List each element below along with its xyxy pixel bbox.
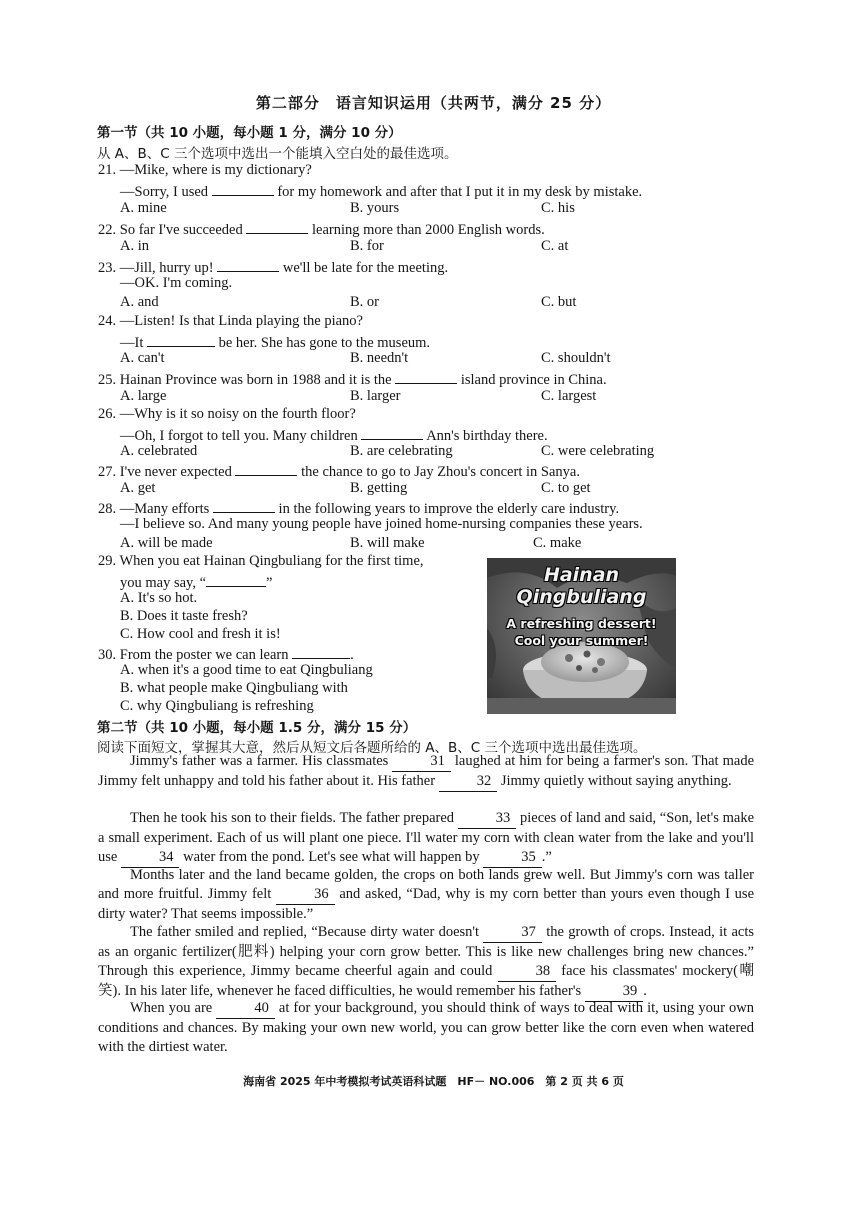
q24-text-a: —It — [120, 335, 144, 351]
q22-text-b: learning more than 2000 English words. — [311, 222, 545, 238]
p4-text-c: face his classmates' mockery(嘲笑). In his later life, whenever he faced difficulties, he would remember his father's — [98, 963, 755, 999]
q26-line2 — [120, 425, 548, 445]
q25-text-a: 25. Hainan Province was born in 1988 and it is the — [98, 372, 392, 388]
blank-35: 35 — [483, 848, 542, 868]
page-footer: 海南省 2025 年中考模拟考试英语科试题 HF－ NO.006 第 2 页 共 6 页 — [243, 1075, 624, 1088]
q30-stem — [98, 644, 354, 664]
q26-text-a: —Oh, I forgot to tell you. Many children — [120, 428, 358, 444]
poster-slogan-line1: A refreshing dessert! — [506, 616, 657, 631]
poster-slogan-line2: Cool your summer! — [514, 633, 649, 648]
q21-blank — [212, 181, 274, 196]
q24-option-c: C. shouldn't — [541, 350, 611, 366]
q21-text-a: —Sorry, I used — [120, 184, 209, 200]
q27-text-b: the chance to go to Jay Zhou's concert in Sanya. — [301, 464, 580, 480]
q27-option-a: A. get — [120, 480, 156, 496]
q27-blank — [235, 461, 297, 476]
q28-option-b: B. will make — [350, 535, 425, 551]
blank-38: 38 — [498, 962, 557, 982]
q27-text-a: 27. I've never expected — [98, 464, 232, 480]
p5-text-a: When you are — [130, 1000, 213, 1016]
q30-option-c: C. why Qingbuliang is refreshing — [120, 698, 314, 714]
p1-text-a: Jimmy's father was a farmer. His classmates — [130, 753, 389, 769]
p4-text-a: The father smiled and replied, “Because dirty water doesn't — [130, 924, 480, 940]
p4-text-b: the growth of crops. Instead, it acts as an organic fertilizer(肥料) helping your corn grow better. This is like new challenges bring new chances.” Through this experience, Jimmy became cheerful again and could — [98, 924, 755, 979]
q24-stem: 24. —Listen! Is that Linda playing the piano? — [98, 313, 363, 329]
q23-blank — [217, 257, 279, 272]
blank-33: 33 — [458, 809, 517, 829]
q28-blank — [213, 498, 275, 513]
blank-37: 37 — [483, 923, 542, 943]
q26-stem: 26. —Why is it so noisy on the fourth floor? — [98, 406, 356, 422]
section1-instruction: 从 A、B、C 三个选项中选出一个能填入空白处的最佳选项。 — [97, 146, 458, 162]
q27-option-b: B. getting — [350, 480, 408, 496]
p3-text-b: and asked, “Dad, why is my corn better than yours even though I use dirty water? That seems impossible.” — [98, 886, 755, 922]
q25-option-c: C. largest — [541, 388, 597, 404]
q27-option-c: C. to get — [541, 480, 591, 496]
passage-paragraph-1 — [98, 752, 754, 792]
blank-31: 31 — [392, 752, 451, 772]
section1-title: 第一节（共 10 小题，每小题 1 分，满分 10 分） — [97, 125, 402, 141]
q22-option-b: B. for — [350, 238, 384, 254]
q25-blank — [395, 369, 457, 384]
q26-blank — [361, 425, 423, 440]
qingbuliang-poster — [487, 558, 676, 714]
passage-paragraph-4 — [98, 923, 754, 1002]
p4-text-d: . — [643, 983, 647, 999]
q29-text-a: you may say, “ — [120, 575, 207, 591]
q22-option-c: C. at — [541, 238, 569, 254]
q28-option-a: A. will be made — [120, 535, 213, 551]
q26-option-a: A. celebrated — [120, 443, 198, 459]
q23-stem — [98, 257, 448, 277]
q23-text-a: 23. —Jill, hurry up! — [98, 260, 214, 276]
blank-36: 36 — [276, 885, 335, 905]
q24-option-a: A. can't — [120, 350, 165, 366]
q30-text-a: 30. From the poster we can learn — [98, 647, 289, 663]
q21-line2 — [120, 181, 642, 201]
q25-text-b: island province in China. — [460, 372, 607, 388]
q24-text-b: be her. She has gone to the museum. — [218, 335, 431, 351]
q30-option-a: A. when it's a good time to eat Qingbuliang — [120, 662, 373, 678]
blank-32: 32 — [439, 772, 498, 792]
p1-text-c: Jimmy quietly without saying anything. — [500, 773, 732, 789]
section2-instruction: 阅读下面短文，掌握其大意，然后从短文后各题所给的 A、B、C 三个选项中选出最佳选项。 — [97, 740, 647, 756]
q23-line2: —OK. I'm coming. — [120, 275, 233, 291]
passage-paragraph-2 — [98, 809, 754, 868]
q25-option-a: A. large — [120, 388, 167, 404]
q29-option-b: B. Does it taste fresh? — [120, 608, 248, 624]
q25-option-b: B. larger — [350, 388, 401, 404]
q27-stem — [98, 461, 580, 481]
q29-option-c: C. How cool and fresh it is! — [120, 626, 281, 642]
q21-option-b: B. yours — [350, 200, 400, 216]
blank-39: 39 — [585, 982, 644, 1002]
q30-text-b: . — [350, 647, 354, 663]
q26-text-b: Ann's birthday there. — [426, 428, 548, 444]
q24-blank — [147, 332, 215, 347]
q21-option-c: C. his — [541, 200, 575, 216]
p2-text-b: pieces of land and said, “Son, let's make a small experiment. Each of us will plant one piece. I'll water my corn with clean water from the lake and you'll use — [98, 810, 755, 865]
part-title: 第二部分 语言知识运用（共两节，满分 25 分） — [255, 94, 612, 112]
q29-stem: 29. When you eat Hainan Qingbuliang for the first time, — [98, 553, 424, 569]
section2-title: 第二节（共 10 小题，每小题 1.5 分，满分 15 分） — [97, 720, 417, 736]
q23-option-a: A. and — [120, 294, 159, 310]
blank-40: 40 — [216, 999, 275, 1019]
p2-text-a: Then he took his son to their fields. The father prepared — [130, 810, 455, 826]
shaved-ice — [541, 642, 629, 682]
p5-text-b: at for your background, you should think of ways to deal with it, using your own conditions and chances. By making your own new world, you can grow better like the corn even when watered with the dirtiest water. — [98, 1000, 755, 1055]
q30-option-b: B. what people make Qingbuliang with — [120, 680, 348, 696]
q23-option-c: C. but — [541, 294, 577, 310]
q29-blank — [206, 572, 266, 587]
q22-blank — [246, 219, 308, 234]
q29-line2 — [120, 572, 272, 592]
q25-stem — [98, 369, 607, 389]
q24-option-b: B. needn't — [350, 350, 409, 366]
q26-option-b: B. are celebrating — [350, 443, 453, 459]
q28-stem — [98, 498, 619, 518]
p2-text-c: water from the pond. Let's see what will happen by — [183, 849, 480, 865]
q28-text-b: in the following years to improve the elderly care industry. — [278, 501, 620, 517]
q21-stem: 21. —Mike, where is my dictionary? — [98, 162, 312, 178]
q30-blank — [292, 644, 350, 659]
q28-line2: —I believe so. And many young people have joined home-nursing companies these years. — [120, 516, 643, 532]
q29-option-a: A. It's so hot. — [120, 590, 198, 606]
q24-line2 — [120, 332, 430, 352]
q23-text-b: we'll be late for the meeting. — [282, 260, 449, 276]
q26-option-c: C. were celebrating — [541, 443, 655, 459]
p3-text-a: Months later and the land became golden, the crops on both lands grew well. But Jimmy's corn was taller and more fruitful. Jimmy felt — [98, 867, 754, 902]
q28-text-a: 28. —Many efforts — [98, 501, 210, 517]
poster-title-line2: Qingbuliang — [516, 586, 647, 608]
q28-option-c: C. make — [533, 535, 582, 551]
blank-34: 34 — [121, 848, 180, 868]
q21-option-a: A. mine — [120, 200, 167, 216]
passage-paragraph-3 — [98, 866, 754, 924]
q22-text-a: 22. So far I've succeeded — [98, 222, 243, 238]
passage-paragraph-5 — [98, 999, 754, 1057]
q29-text-b: ” — [266, 575, 273, 591]
p1-text-b: laughed at him for being a farmer's son. That made Jimmy felt unhappy and told his father about it. His father — [98, 753, 755, 789]
poster-title-line1: Hainan — [543, 564, 620, 586]
q22-stem — [98, 219, 545, 239]
p2-text-d: .” — [541, 849, 552, 865]
q22-option-a: A. in — [120, 238, 149, 254]
q21-text-b: for my homework and after that I put it in my desk by mistake. — [277, 184, 643, 200]
q23-option-b: B. or — [350, 294, 379, 310]
